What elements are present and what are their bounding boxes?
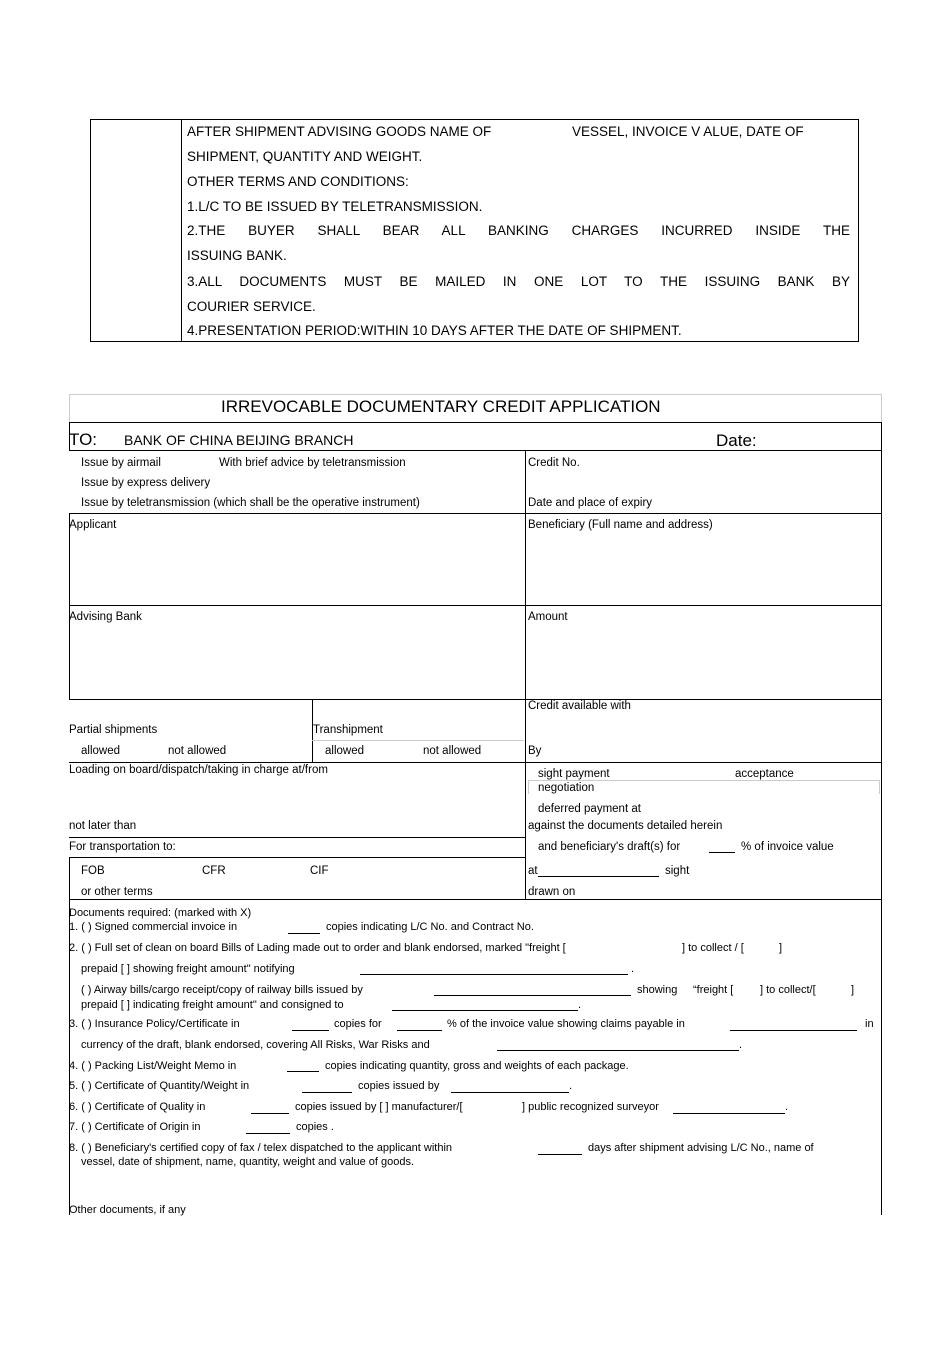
doc-3-risks-field[interactable]	[497, 1050, 739, 1051]
by-label: By	[528, 745, 542, 757]
documents-header: Documents required: (marked with X)	[69, 907, 252, 919]
doc-3-text: copies for	[334, 1018, 382, 1030]
doc-3-copies-field[interactable]	[292, 1030, 329, 1031]
rule	[69, 837, 525, 838]
doc-2-text: prepaid [ ] indicating freight amount" and consigned to	[81, 999, 344, 1011]
condition-line: 4.PRESENTATION PERIOD:WITHIN 10 DAYS AFTER THE DATE OF SHIPMENT.	[187, 323, 682, 338]
title-frame	[881, 394, 882, 422]
doc-5-issuer-field[interactable]	[451, 1092, 569, 1093]
doc-6-surveyor-field[interactable]	[673, 1113, 785, 1114]
doc-5-copies-field[interactable]	[302, 1092, 352, 1093]
rule	[525, 762, 526, 899]
doc-3-payable-field[interactable]	[730, 1030, 857, 1031]
doc-6-text: .	[785, 1101, 789, 1113]
tranship-allowed[interactable]: allowed	[325, 745, 364, 757]
doc-5-text: copies issued by	[358, 1080, 440, 1092]
rule	[881, 422, 882, 1215]
doc-7-copies-field[interactable]	[246, 1133, 290, 1134]
condition-line: VESSEL, INVOICE V ALUE, DATE OF	[572, 124, 804, 139]
sight-label: sight	[665, 865, 690, 877]
partial-not-allowed[interactable]: not allowed	[168, 745, 227, 757]
amount-label: Amount	[528, 611, 568, 623]
doc-6-text: copies issued by [ ] manufacturer/[	[295, 1101, 463, 1113]
doc-2-text: ]	[851, 984, 855, 996]
issue-teletransmission[interactable]: Issue by teletransmission (which shall be the operative instrument)	[81, 497, 420, 509]
doc-8-text: vessel, date of shipment, name, quantity, weight and value of goods.	[81, 1156, 415, 1168]
deferred-payment-option[interactable]: deferred payment at	[538, 803, 641, 815]
doc-2-notify-field[interactable]	[360, 974, 628, 975]
other-documents-label: Other documents, if any	[69, 1204, 186, 1216]
doc-3-text: .	[739, 1039, 743, 1051]
doc-2-text: ]	[779, 942, 783, 954]
rule	[69, 699, 882, 700]
tranship-not-allowed[interactable]: not allowed	[423, 745, 482, 757]
doc-2-airway-field[interactable]	[434, 995, 631, 996]
advising-bank-label: Advising Bank	[69, 611, 142, 623]
credit-no-label: Credit No.	[528, 457, 580, 469]
other-terms-option[interactable]: or other terms	[81, 886, 153, 898]
doc-3-text: currency of the draft, blank endorsed, covering All Risks, War Risks and	[81, 1039, 430, 1051]
to-bank: BANK OF CHINA BEIJING BRANCH	[124, 432, 354, 448]
draft-pct-field[interactable]	[709, 852, 735, 853]
at-field[interactable]	[538, 876, 659, 877]
negotiation-option[interactable]: negotiation	[538, 782, 595, 794]
rule	[69, 450, 882, 451]
doc-8-days-field[interactable]	[538, 1154, 582, 1155]
date-label: Date:	[716, 431, 757, 450]
condition-line: 1.L/C TO BE ISSUED BY TELETRANSMISSION.	[187, 199, 483, 214]
issue-brief-advice[interactable]: With brief advice by teletransmission	[219, 457, 406, 469]
rule	[69, 857, 525, 858]
rule	[69, 762, 882, 763]
issue-express[interactable]: Issue by express delivery	[81, 477, 211, 489]
doc-1-text: copies indicating L/C No. and Contract No.	[326, 921, 534, 933]
rule	[312, 740, 524, 741]
condition-line: 2.THE BUYER SHALL BEAR ALL BANKING CHARGES INCURRED INSIDE THE	[187, 223, 850, 238]
cfr-option[interactable]: CFR	[202, 865, 226, 877]
rule	[69, 513, 882, 514]
beneficiary-label: Beneficiary (Full name and address)	[528, 519, 713, 531]
doc-2-text: ] to collect/[	[760, 984, 816, 996]
cif-option[interactable]: CIF	[310, 865, 329, 877]
doc-2-text: ] to collect / [	[682, 942, 744, 954]
drawn-on-label: drawn on	[528, 886, 576, 898]
doc-4-text: copies indicating quantity, gross and weights of each package.	[325, 1060, 629, 1072]
transhipment-label: Transhipment	[313, 724, 383, 736]
condition-line: OTHER TERMS AND CONDITIONS:	[187, 174, 409, 189]
credit-available-label: Credit available with	[528, 700, 631, 712]
form-title: IRREVOCABLE DOCUMENTARY CREDIT APPLICATION	[221, 397, 661, 416]
doc-2-text: showing	[637, 984, 678, 996]
condition-line: ISSUING BANK.	[187, 248, 287, 263]
condition-line: AFTER SHIPMENT ADVISING GOODS NAME OF	[187, 124, 492, 139]
doc-2-text: .	[578, 999, 582, 1011]
doc-2-text: .	[631, 963, 635, 975]
to-label: TO:	[69, 430, 98, 449]
doc-3-pct-field[interactable]	[397, 1030, 442, 1031]
at-label: at	[528, 865, 538, 877]
rule	[69, 513, 70, 699]
doc-2-airway[interactable]: ( ) Airway bills/cargo receipt/copy of railway bills issued by	[81, 984, 363, 996]
doc-2-text: prepaid [ ] showing freight amount" notifying	[81, 963, 295, 975]
title-frame	[69, 394, 70, 422]
rule	[525, 450, 526, 762]
not-later-than-label: not later than	[69, 820, 137, 832]
rule	[528, 780, 880, 781]
doc-3-text: % of the invoice value showing claims payable in	[447, 1018, 685, 1030]
against-docs-label: against the documents detailed herein	[528, 820, 723, 832]
doc-8-text: days after shipment advising L/C No., name of	[588, 1142, 814, 1154]
condition-line: SHIPMENT, QUANTITY AND WEIGHT.	[187, 149, 423, 164]
doc-8[interactable]: 8. ( ) Beneficiary's certified copy of fax / telex dispatched to the applicant within	[69, 1142, 453, 1154]
condition-line: COURIER SERVICE.	[187, 299, 316, 314]
condition-line: 3.ALL DOCUMENTS MUST BE MAILED IN ONE LOT TO THE ISSUING BANK BY	[187, 274, 850, 289]
sight-payment-option[interactable]: sight payment	[538, 768, 610, 780]
transportation-label: For transportation to:	[69, 841, 176, 853]
rule	[528, 780, 529, 794]
acceptance-option[interactable]: acceptance	[735, 768, 794, 780]
doc-3-text: in	[865, 1018, 874, 1030]
doc-6-copies-field[interactable]	[251, 1113, 289, 1114]
doc-7[interactable]: 7. ( ) Certificate of Origin in	[69, 1121, 201, 1133]
doc-2[interactable]: 2. ( ) Full set of clean on board Bills of Lading made out to order and blank endorsed, marked "freight [	[69, 942, 566, 954]
rule	[879, 780, 880, 794]
loading-label: Loading on board/dispatch/taking in charge at/from	[69, 764, 328, 776]
doc-5[interactable]: 5. ( ) Certificate of Quantity/Weight in	[69, 1080, 250, 1092]
doc-2-consigned-field[interactable]	[392, 1010, 578, 1011]
doc-1[interactable]: 1. ( ) Signed commercial invoice in	[69, 921, 238, 933]
doc-4-copies-field[interactable]	[287, 1071, 319, 1072]
doc-1-copies-field[interactable]	[288, 933, 320, 934]
rule	[69, 422, 882, 423]
partial-allowed[interactable]: allowed	[81, 745, 120, 757]
fob-option[interactable]: FOB	[81, 865, 105, 877]
rule	[69, 899, 882, 900]
applicant-label: Applicant	[69, 519, 117, 531]
rule	[69, 605, 882, 606]
title-frame	[69, 394, 882, 395]
conditions-table-divider	[181, 119, 182, 342]
doc-3[interactable]: 3. ( ) Insurance Policy/Certificate in	[69, 1018, 240, 1030]
draft-for-label: and beneficiary's draft(s) for	[538, 841, 681, 853]
rule	[69, 857, 70, 899]
doc-2-text: “freight [	[693, 984, 734, 996]
doc-4[interactable]: 4. ( ) Packing List/Weight Memo in	[69, 1060, 237, 1072]
doc-6-text: ] public recognized surveyor	[522, 1101, 659, 1113]
expiry-label: Date and place of expiry	[528, 497, 653, 509]
doc-5-text: .	[569, 1080, 573, 1092]
issue-airmail[interactable]: Issue by airmail	[81, 457, 161, 469]
doc-7-text: copies .	[296, 1121, 334, 1133]
pct-invoice-label: % of invoice value	[741, 841, 834, 853]
partial-shipments-label: Partial shipments	[69, 724, 158, 736]
doc-6[interactable]: 6. ( ) Certificate of Quality in	[69, 1101, 206, 1113]
